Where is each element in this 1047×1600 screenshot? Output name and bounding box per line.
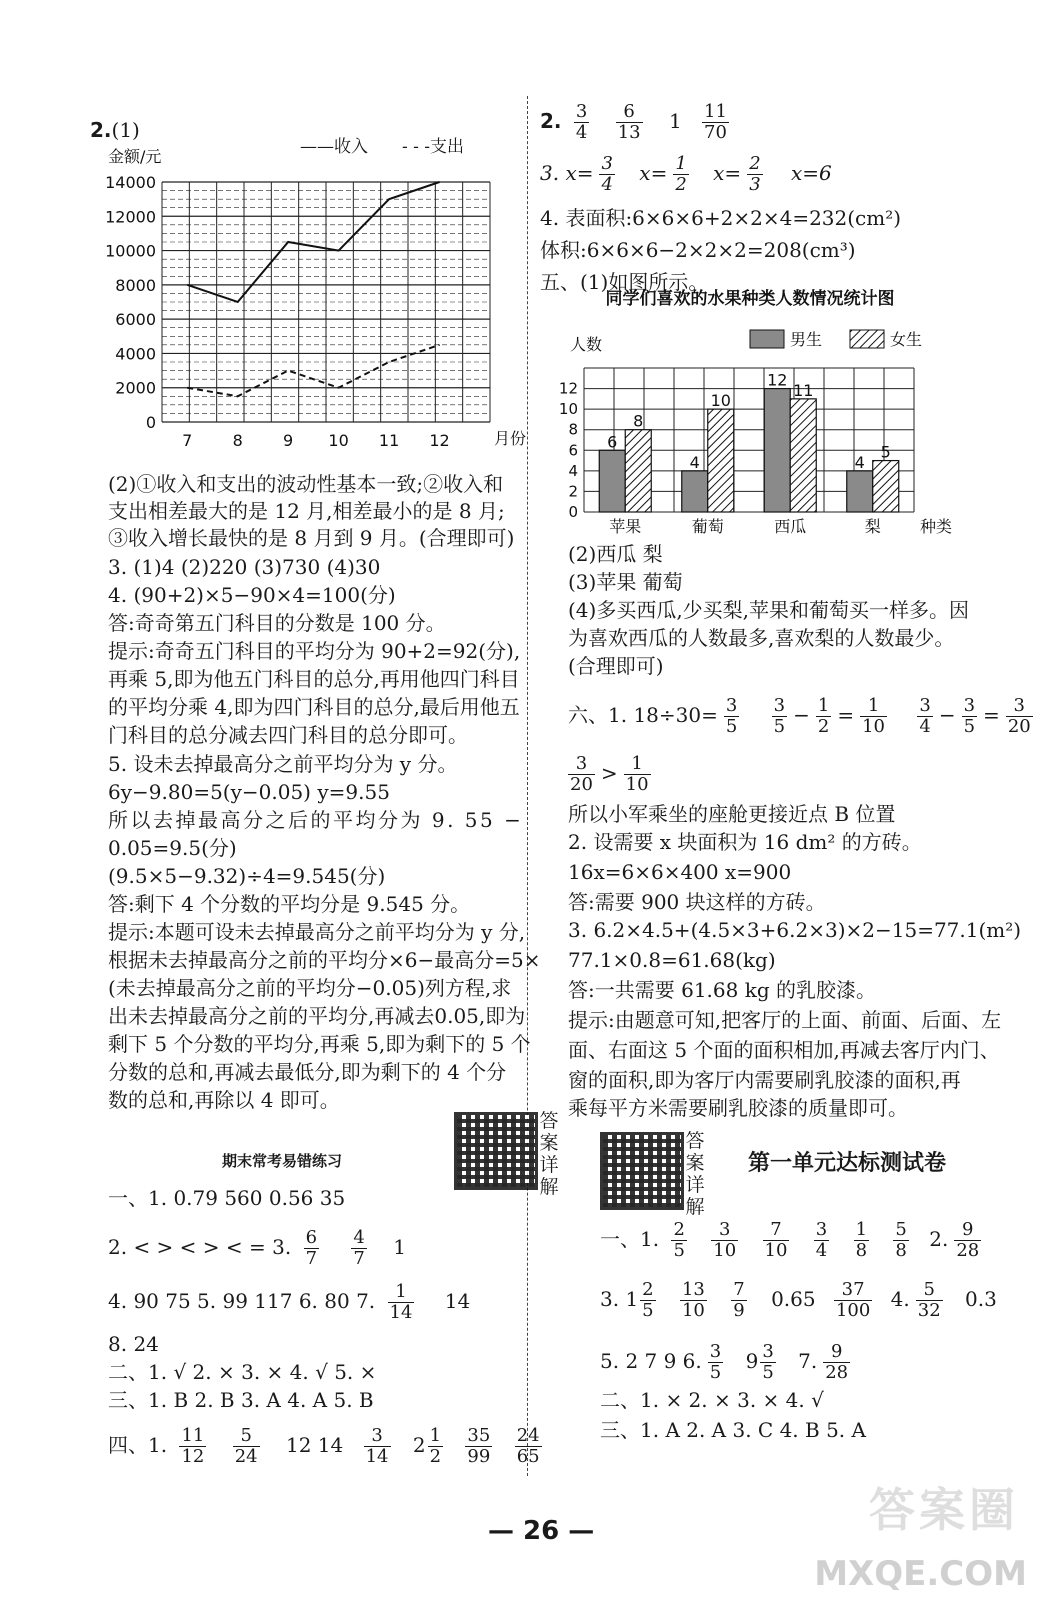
- answer-line: 六、1. 18÷30= $\frac{3}{5}$ $\frac{3}{5}$ − $\frac{1}{2}$ = $\frac{1}{10}$ $\frac{3}{4}$ − $\frac{3}{5}$ = $\frac{3}{20}$: [568, 695, 1031, 737]
- x-tick-label: 11: [378, 431, 400, 450]
- answer-line: 四、1. $\frac{11}{12}$ $\frac{5}{24}$ 12 14 $\frac{3}{14}$ 2 $\frac{1}{2}$ $\frac{35}{99}$ $\frac{24}{65}$: [108, 1425, 540, 1467]
- y-tick-label: 8: [568, 420, 578, 439]
- y-axis-label: 金额/元: [108, 147, 162, 166]
- answer-line: ③收入增长最快的是 8 月到 9 月。(合理即可): [108, 526, 515, 550]
- answer-line: 体积:6×6×6−2×2×2=208(cm³): [540, 238, 856, 262]
- hint-line: 分数的总和,再减去最低分,即为剩下的 4 个分: [108, 1060, 507, 1084]
- y-tick-label: 12000: [105, 207, 156, 227]
- legend-income: ——收入: [300, 137, 368, 157]
- hint-line: 提示:奇奇五门科目的平均分为 90+2=92(分),: [108, 639, 521, 663]
- bar-girls: [873, 461, 899, 512]
- y-tick-label: 6: [568, 441, 578, 460]
- data-label: 8: [633, 411, 644, 431]
- x-tick-label: 西瓜: [774, 517, 807, 536]
- bar-boys: [599, 450, 625, 512]
- series-line-expense: [187, 345, 439, 396]
- bar-boys: [682, 471, 708, 512]
- x-tick-label: 10: [328, 431, 349, 450]
- data-label: 5: [880, 442, 891, 462]
- answer-line: 一、1. $\frac{2}{5}$ $\frac{3}{10}$ $\frac{7}{10}$ $\frac{3}{4}$ $\frac{1}{8}$ $\frac{5}{8}$ 2. $\frac{9}{28}$: [600, 1219, 980, 1261]
- hint-line: 提示:由题意可知,把客厅的上面、前面、后面、左: [568, 1008, 1002, 1032]
- watermark-logo: 答案圈: [869, 1483, 1019, 1537]
- hint-line: 再乘 5,即为他五门科目的总分,再用他四门科目: [108, 667, 520, 691]
- x-axis-label: 月份: [494, 429, 527, 448]
- bar-boys: [847, 471, 873, 512]
- data-label: 10: [710, 391, 731, 411]
- answer-line: 3. (1)4 (2)220 (3)730 (4)30: [108, 555, 381, 579]
- y-tick-label: 0: [145, 413, 156, 432]
- answer-line: 二、1. × 2. × 3. × 4. √: [600, 1388, 824, 1412]
- hint-line: 门科目的总分减去四门科目的总分即可。: [108, 723, 468, 747]
- answer-line: 3. 6.2×4.5+(4.5×3+6.2×3)×2−15=77.1(m²): [568, 918, 1022, 942]
- qr-code-icon[interactable]: [454, 1112, 538, 1190]
- x-tick-label: 苹果: [609, 517, 642, 536]
- y-tick-label: 8000: [115, 275, 156, 295]
- bar-boys: [764, 389, 790, 512]
- q2-label: 2.(1): [90, 118, 140, 142]
- hint-line: 提示:本题可设未去掉最高分之前平均分为 y 分,: [108, 920, 526, 944]
- page-number: — 26 —: [488, 1516, 595, 1546]
- answer-line: 一、1. 0.79 560 0.56 35: [108, 1186, 346, 1210]
- answer-line: 4. 90 75 5. 99 117 6. 80 7. $\frac{1}{14}$ 14: [108, 1281, 471, 1323]
- hint-line: 窗的面积,即为客厅内需要刷乳胶漆的面积,再: [568, 1068, 961, 1092]
- answer-line: 三、1. A 2. A 3. C 4. B 5. A: [600, 1418, 866, 1442]
- y-tick-label: 2000: [115, 378, 156, 398]
- answer-line: 4. (90+2)×5−90×4=100(分): [108, 583, 396, 607]
- y-tick-label: 4: [568, 461, 578, 480]
- answer-line: (9.5×5−9.32)÷4=9.545(分): [108, 864, 386, 888]
- answer-line: (3)苹果 葡萄: [568, 570, 683, 594]
- answer-line: 16x=6×6×400 x=900: [568, 860, 792, 884]
- qr-code-icon[interactable]: [600, 1132, 684, 1210]
- answer-line: $\frac{3}{20}$ > $\frac{1}{10}$: [570, 753, 649, 795]
- hint-line: 数的总和,再除以 4 即可。: [108, 1088, 340, 1112]
- chart-title: 同学们喜欢的水果种类人数情况统计图: [605, 289, 895, 309]
- hint-line: (未去掉最高分之前的平均分−0.05)列方程,求: [108, 976, 512, 1000]
- answer-line: 为喜欢西瓜的人数最多,喜欢梨的人数最少。: [568, 626, 955, 650]
- answer-line: 三、1. B 2. B 3. A 4. A 5. B: [108, 1388, 374, 1412]
- qr-caption: 答案详解: [685, 1130, 705, 1218]
- section-title: 期末常考易错练习: [222, 1152, 343, 1170]
- unit-title: 第一单元达标测试卷: [748, 1151, 947, 1176]
- answer-line: (2)①收入和支出的波动性基本一致;②收入和: [108, 472, 504, 496]
- answer-line: 答:需要 900 块这样的方砖。: [568, 890, 826, 914]
- answer-line: 二、1. √ 2. × 3. × 4. √ 5. ×: [108, 1360, 377, 1384]
- answer-line: 3. 1 $\frac{2}{5}$ $\frac{13}{10}$ $\frac{7}{9}$ 0.65 $\frac{37}{100}$ 4. $\frac{5}{32}$ 0.3: [600, 1279, 997, 1321]
- x-tick-label: 9: [283, 431, 294, 450]
- answer-line: 77.1×0.8=61.68(kg): [568, 948, 776, 972]
- income-expense-line-chart: [100, 140, 527, 460]
- answer-line: 3. x= $\frac{3}{4}$ x= $\frac{1}{2}$ x= $\frac{2}{3}$ x=6: [540, 153, 832, 195]
- answer-line: 2. $\frac{3}{4}$ $\frac{6}{13}$ 1 $\frac{11}{70}$: [540, 101, 727, 143]
- answer-line: 8. 24: [108, 1332, 159, 1356]
- series-line-income: [187, 182, 439, 302]
- data-label: 12: [767, 370, 788, 390]
- answer-line: 5. 设未去掉最高分之前平均分为 y 分。: [108, 752, 458, 776]
- answer-line: 答:剩下 4 个分数的平均分是 9.545 分。: [108, 892, 471, 916]
- answer-line: 0.05=9.5(分): [108, 836, 237, 860]
- answer-line: 5. 2 7 9 6. $\frac{3}{5}$ 9 $\frac{3}{5}$ 7. $\frac{9}{28}$: [600, 1341, 849, 1383]
- x-tick-label: 梨: [864, 517, 881, 536]
- data-label: 4: [689, 452, 700, 472]
- data-label: 4: [854, 452, 865, 472]
- answer-line: 2. < > < > < = 3. $\frac{6}{7}$ $\frac{4}{7}$ 1: [108, 1227, 406, 1269]
- answer-line: 答:奇奇第五门科目的分数是 100 分。: [108, 611, 446, 635]
- hint-line: 的平均分乘 4,即为四门科目的总分,最后用他五: [108, 695, 520, 719]
- hint-line: 乘每平方米需要刷乳胶漆的质量即可。: [568, 1096, 908, 1120]
- answer-line: (2)西瓜 梨: [568, 542, 663, 566]
- y-tick-label: 10: [558, 400, 578, 419]
- column-divider: [527, 96, 528, 1476]
- answer-line: (合理即可): [568, 654, 664, 678]
- answer-line: 4. 表面积:6×6×6+2×2×4=232(cm²): [540, 206, 902, 230]
- legend-swatch-girls: [850, 330, 884, 348]
- answer-line: (4)多买西瓜,少买梨,苹果和葡萄买一样多。因: [568, 598, 970, 622]
- answer-line: 所以小军乘坐的座舱更接近点 B 位置: [568, 802, 896, 826]
- legend-swatch-boys: [750, 330, 784, 348]
- y-tick-label: 0: [568, 503, 578, 521]
- data-label: 11: [793, 380, 814, 400]
- answer-line: 支出相差最大的是 12 月,相差最小的是 8 月;: [108, 499, 505, 523]
- y-tick-label: 6000: [115, 310, 156, 330]
- x-tick-label: 12: [429, 431, 450, 450]
- y-tick-label: 14000: [105, 173, 156, 192]
- answer-line: 五、(1)如图所示。: [540, 270, 709, 294]
- x-tick-label: 7: [182, 431, 193, 450]
- hint-line: 面、右面这 5 个面的面积相加,再减去客厅内门、: [568, 1038, 1000, 1062]
- legend-expense: - - -支出: [402, 137, 465, 157]
- answer-line: 答:一共需要 61.68 kg 的乳胶漆。: [568, 978, 876, 1002]
- x-tick-label: 8: [232, 431, 243, 450]
- answer-line: 6y−9.80=5(y−0.05) y=9.55: [108, 780, 390, 804]
- bar-girls: [790, 399, 816, 512]
- answer-line: 所以去掉最高分之后的平均分为 9. 55 −: [108, 808, 524, 832]
- watermark-logo: MXQE.COM: [814, 1554, 1027, 1594]
- y-tick-label: 2: [568, 482, 578, 501]
- legend-label-girls: 女生: [890, 330, 923, 349]
- bar-girls: [708, 409, 734, 512]
- y-tick-label: 4000: [115, 344, 156, 364]
- y-axis-label: 人数: [570, 335, 603, 354]
- y-tick-label: 10000: [105, 241, 156, 261]
- y-tick-label: 12: [558, 379, 578, 398]
- legend-label-boys: 男生: [790, 330, 823, 349]
- answer-line: 2. 设需要 x 块面积为 16 dm² 的方砖。: [568, 830, 922, 854]
- hint-line: 出未去掉最高分之前的平均分,再减去0.05,即为: [108, 1004, 526, 1028]
- data-label: 6: [607, 432, 618, 452]
- x-tick-label: 葡萄: [691, 517, 724, 536]
- hint-line: 根据未去掉最高分之前的平均分×6−最高分=5×: [108, 948, 541, 972]
- qr-caption: 答案详解: [539, 1110, 559, 1198]
- hint-line: 剩下 5 个分数的平均分,再乘 5,即为剩下的 5 个: [108, 1032, 531, 1056]
- x-axis-label: 种类: [920, 517, 953, 536]
- fruit-preference-bar-chart: [550, 289, 953, 536]
- bar-girls: [625, 430, 651, 512]
